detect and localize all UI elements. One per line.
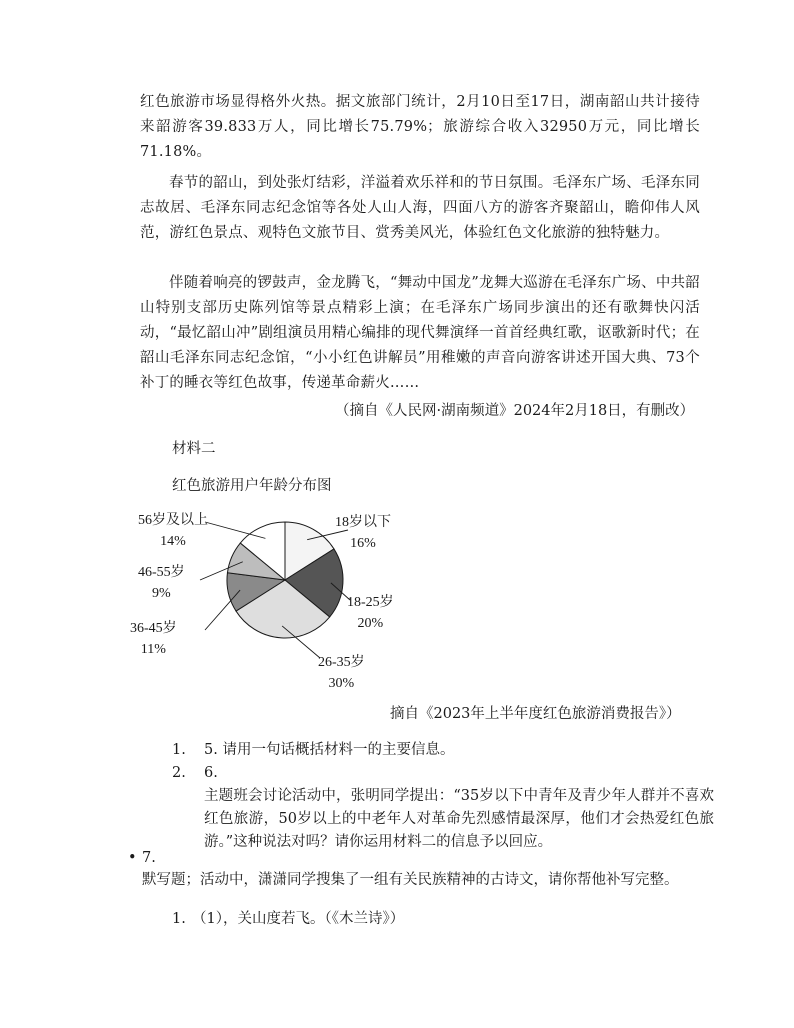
label-under-18-value: 16% (350, 536, 376, 551)
question-2-subnumber: 6. (204, 765, 218, 781)
label-46-55-value: 9% (152, 586, 171, 601)
label-26-35-name: 26-35岁 (318, 655, 365, 670)
question-7-bullet: • (128, 850, 137, 866)
label-under-18-name: 18岁以下 (335, 515, 391, 530)
paragraph-3: 伴随着响亮的锣鼓声，金龙腾飞，“舞动中国龙”龙舞大巡游在毛泽东广场、中共韶山特别支部历史陈列馆等景点精彩上演；在毛泽东广场同步演出的还有歌舞快闪活动，“最忆韶山冲”剧组演员用精心编排的现代舞演绎一首首经典红歌，讴歌新时代；在韶山毛泽东同志纪念馆，“小小红色讲解员”用稚嫩的声音向游客讲述开国大典、73个补丁的睡衣等红色故事，传递革命薪火…… (140, 275, 700, 391)
label-18-25 (347, 592, 394, 634)
question-1-number: 1. (172, 742, 186, 758)
chart-title: 红色旅游用户年龄分布图 (172, 478, 332, 494)
label-18-25-value: 20% (357, 616, 384, 631)
label-26-35-value: 30% (328, 676, 355, 691)
label-36-45-value: 11% (140, 642, 166, 657)
question-2-text: 主题班会讨论活动中，张明同学提出：“35岁以下中青年及青少年人群并不喜欢红色旅游，50岁以上的中老年人对革命先烈感情最深厚，他们才会热爱红色旅游。”这种说法对吗？请你运用材料二的信息予以回应。 (204, 788, 714, 850)
label-18-25-name: 18-25岁 (347, 595, 394, 610)
label-46-55-name: 46-55岁 (138, 565, 185, 580)
question-7-text: 默写题；活动中，潇潇同学搜集了一组有关民族精神的古诗文，请你帮他补写完整。 (142, 872, 679, 888)
label-36-45-name: 36-45岁 (130, 621, 177, 636)
paragraph-2: 春节的韶山，到处张灯结彩，洋溢着欢乐祥和的节日氛围。毛泽东广场、毛泽东同志故居、毛泽东同志纪念馆等各处人山人海，四面八方的游客齐聚韶山，瞻仰伟人风范，游红色景点、观特色文旅节目、赏秀美风光，体验红色文化旅游的独特魅力。 (140, 175, 700, 241)
question-7-number: 7. (142, 850, 156, 866)
label-46-55 (138, 562, 185, 604)
paragraph-1: 红色旅游市场显得格外火热。据文旅部门统计，2月10日至17日，湖南韶山共计接待来韶游客39.833万人，同比增长75.79%；旅游综合收入32950万元，同比增长71.18%。 (140, 94, 700, 160)
material-two-heading: 材料二 (172, 441, 216, 457)
age-distribution-pie-chart (120, 500, 440, 700)
label-56-plus-value: 14% (160, 534, 186, 549)
question-1-text: 5. 请用一句话概括材料一的主要信息。 (204, 742, 455, 758)
label-56-plus (138, 510, 208, 552)
label-26-35 (318, 652, 365, 694)
material-one-source: （摘自《人民网·湖南频道》2024年2月18日，有删改） (335, 403, 695, 419)
question-2-number: 2. (172, 765, 186, 781)
label-56-plus-name: 56岁及以上 (138, 513, 208, 528)
subquestion-1 (172, 908, 712, 938)
subquestion-1-number: 1. (172, 911, 186, 927)
material-two-source: 摘自《2023年上半年度红色旅游消费报告》） (390, 706, 681, 722)
label-under-18 (335, 512, 391, 554)
label-36-45 (130, 618, 177, 660)
subquestion-1-text: （1），关山度若飞。（《木兰诗》） (192, 911, 405, 927)
question-2 (172, 762, 714, 850)
